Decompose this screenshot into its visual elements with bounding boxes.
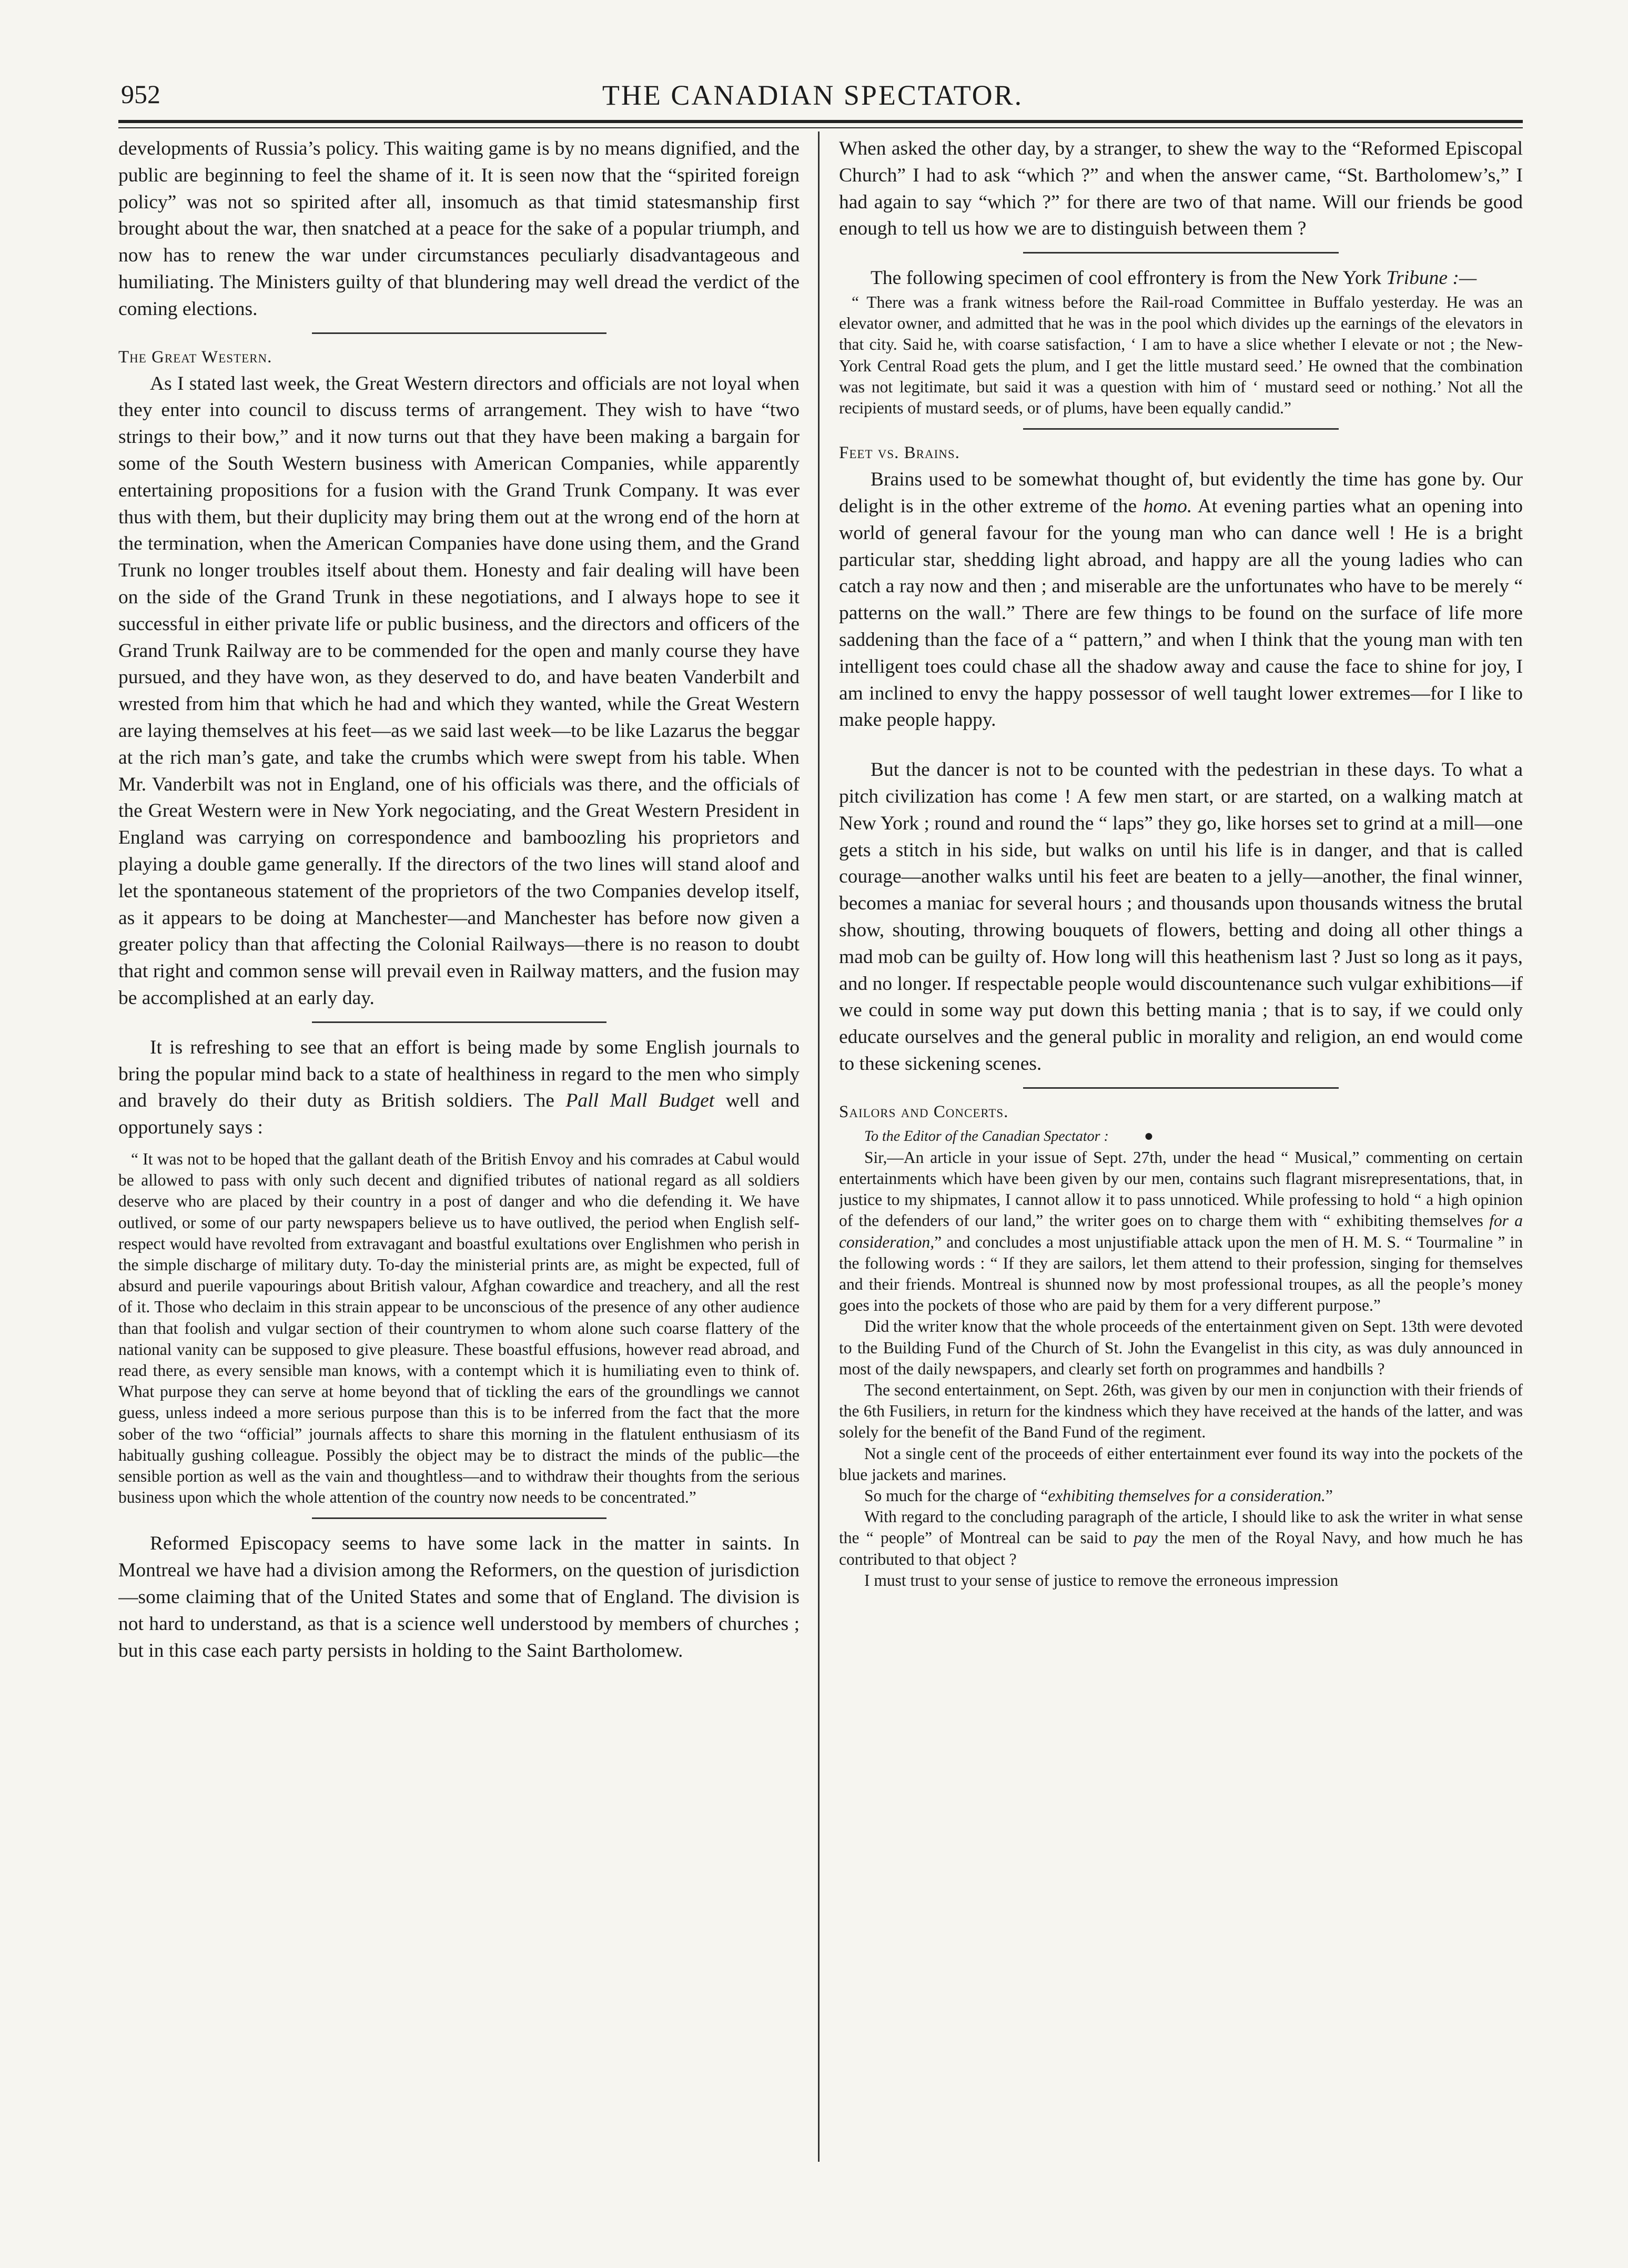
tribune-intro-text: The following specimen of cool effrontery is from the New York	[871, 267, 1381, 289]
article-which-church: When asked the other day, by a stranger, to shew the way to the “Reformed Episcopal Church” I had to ask “which ?” and when the answer came, “St. Bartholomew’s,” I had again to say “which ?” for there are two of that name. Will our friends be good enough to tell us how we are to distinguish between them ?	[839, 138, 1523, 240]
letter-1-italic: for a consideration,	[839, 1211, 1523, 1251]
tribune-title: Tribune :—	[1386, 267, 1477, 289]
article-refreshing-text: It is refreshing to see that an effort is being made by some English journals to bring the popular mind back to a state of healthiness in regard to the men who simply and bravely do their duty as British soldiers. The	[118, 1036, 800, 1112]
header-rule	[118, 120, 1523, 128]
separator-rule	[1023, 428, 1339, 430]
article-tribune-intro	[839, 265, 1523, 292]
page-header	[116, 79, 1510, 126]
heading-sailors-concerts: Sailors and Concerts.	[839, 1102, 1009, 1121]
pall-mall-budget-title: Pall Mall Budget	[565, 1090, 715, 1112]
separator-rule	[1023, 1087, 1339, 1089]
letter-6a: With regard to the concluding paragraph of the article, I should like to ask the writer in what sense the “ people” of Montreal can be said to	[839, 1507, 1523, 1547]
heading-great-western: The Great Western.	[118, 347, 272, 367]
letter-5b: ”	[1325, 1486, 1333, 1505]
letter-paragraph-2: Did the writer know that the whole proceeds of the entertainment given on Sept. 13th were devoted to the Building Fund of the Church of St. John the Evangelist in this city, as was duly announced in most of the daily newspapers, and clearly set forth on programmes and handbills ?	[839, 1317, 1523, 1378]
letter-5-italic: exhibiting themselves for a consideration.	[1048, 1486, 1326, 1505]
letter-paragraph-6	[839, 1506, 1523, 1570]
letter-salutation	[864, 1126, 1523, 1147]
letter-paragraph-7: I must trust to your sense of justice to remove the erroneous impression	[864, 1571, 1339, 1589]
separator-rule	[312, 1517, 606, 1519]
article-great-western: As I stated last week, the Great Western directors and officials are not loyal when they enter into council to discuss terms of arrangement. They wish to have “two strings to their bow,” and it now turns out that they have been making a bargain for some of the South Western business with American Companies, while apparently entertaining propositions for a fusion with the Grand Trunk Company. It was ever thus with them, but their duplicity may bring them out at the wrong end of the horn at the termination, when the American Companies have done using them, and the Grand Trunk no longer troubles itself about them. Honesty and fair dealing will have been on the side of the Grand Trunk in these negotiations, and I always hope to see it successful in either private life or public business, and the directors and officers of the Grand Trunk Railway are to be commended for the open and manly course they have pursued, and they have won, as they deserved to do, and have beaten Vanderbilt and wrested from him that which he had and which they wanted, while the Great Western are laying themselves at his feet—as we said last week—to be like Lazarus the beggar at the rich man’s gate, and take the crumbs which were swept from his table. When Mr. Vanderbilt was not in England, one of his officials was there, and the officials of the Great Western were in New York negociating, and the Great Western President in England was carrying on correspondence and bamboozling his proprietors and playing a double game generally. If the directors of the two lines will stand aloof and let the spontaneous statement of the proprietors of the two Companies develop itself, as it appears to be doing at Manchester—and Manchester has before now given a greater policy than that affecting the Colonial Railways—there is no reason to doubt that right and common sense will prevail even in Railway matters, and the fusion may be accomplished at an early day.	[118, 372, 800, 1009]
letter-6-italic: pay	[1134, 1528, 1158, 1547]
letter-paragraph-5	[839, 1485, 1523, 1506]
letter-paragraph-3: The second entertainment, on Sept. 26th, was given by our men in conjunction with their friends of the 6th Fusiliers, in return for the kindness which they have received at the hands of the latter, and was solely for the benefit of the Band Fund of the regiment.	[839, 1380, 1523, 1442]
right-column	[839, 136, 1523, 2166]
article-reformed-episcopacy: Reformed Episcopacy seems to have some lack in the matter in saints. In Montreal we have had a division among the Reformers, on the question of jurisdiction—some claiming that of the United States and some that of England. The division is not hard to understand, as that is a science well understood by members of churches ; but in this case each party persists in holding to the Saint Bartholomew.	[118, 1533, 800, 1662]
article-refreshing	[118, 1035, 800, 1141]
ornament-dot: ●	[1112, 1127, 1154, 1145]
article-refreshing-end: well and opportunely says :	[118, 1090, 800, 1139]
separator-rule	[312, 332, 606, 334]
separator-rule	[1023, 252, 1339, 254]
homo-word: homo.	[1143, 495, 1192, 517]
page-number: 952	[121, 79, 160, 109]
letter-1b: ” and concludes a most unjustifiable attack upon the men of H. M. S. “ Tourmaline ” in the following words : “ If they are sailors, let them attend to their profession, singing for themselves and their friends. Montreal is shunned now by most professional troupes, as all the people’s money goes into the pockets of those who are paid by them for a very different purpose.”	[839, 1232, 1523, 1315]
article-russia-policy: developments of Russia’s policy. This waiting game is by no means dignified, and the public are beginning to feel the shame of it. It is seen now that the “spirited foreign policy” was not so spirited after all, insomuch as that timid statesmanship first brought about the war, then snatched at a peace for the sake of a popular triumph, and now has to renew the war under circumstances peculiarly disadvantageous and humiliating. The Ministers guilty of that blundering may well dread the verdict of the coming elections.	[118, 138, 800, 320]
left-column	[118, 136, 800, 2166]
letter-6b: the men of the Royal Navy, and how much he has contributed to that object ?	[839, 1528, 1523, 1568]
letter-paragraph-1	[839, 1147, 1523, 1317]
brains-text-a: Brains used to be somewhat thought of, but evidently the time has gone by. Our delight is in the other extreme of the	[839, 469, 1523, 517]
brains-text-b: At evening parties what an opening into world of general favour for the young man who can dance well ! He is a bright particular star, shedding light abroad, and happy are all the young ladies who can catch a ray now and then ; and miserable are the unfortunates who have to be merely “ patterns on the wall.” There are few things to be found on the surface of life more saddening than the face of a “ pattern,” and when I think that the young man with ten intelligent toes could chase all the shadow away and cause the face to shine for joy, I am inclined to envy the happy possessor of well taught lower extremes—for I like to make people happy.	[839, 495, 1523, 731]
article-feet-vs-brains	[839, 467, 1523, 734]
quote-buffalo: “ There was a frank witness before the Rail-road Committee in Buffalo yesterday. He was an elevator owner, and admitted that he was in the pool which divides up the earnings of the elevators in that city. Said he, with coarse satisfaction, ‘ I am to have a slice whether I elevate or not ; the New-York Central Road gets the plum, and I get the little mustard seed.’ He owned that the combination was not legitimate, but said it was a question with him of ‘ mustard seed or nothing.’ Not all the recipients of mustard seeds, or of plums, have been equally candid.”	[839, 292, 1523, 417]
letter-paragraph-4: Not a single cent of the proceeds of either entertainment ever found its way into the pockets of the blue jackets and marines.	[839, 1444, 1523, 1484]
letter-1a: Sir,—An article in your issue of Sept. 27th, under the head “ Musical,” commenting on certain entertainments which have been given by our men, contains such flagrant misrepresentations, that, in justice to my shipmates, I cannot allow it to pass unnoticed. While professing to hold “ a high opinion of the defenders of our land,” the writer goes on to charge them with “ exhibiting themselves	[839, 1148, 1523, 1230]
letter-5a: So much for the charge of “	[864, 1486, 1048, 1505]
column-divider	[818, 131, 820, 2162]
salutation-text: To the Editor of the Canadian Spectator :	[864, 1128, 1109, 1145]
journal-title: THE CANADIAN SPECTATOR.	[602, 79, 1024, 111]
article-pedestrian: But the dancer is not to be counted with the pedestrian in these days. To what a pitch civilization has come ! A few men start, or are started, on a walking match at New York ; round and round the “ laps” they go, like horses set to grind at a mill—one gets a stitch in his side, but walks on until his life is in danger, and that is called courage—another walks until his feet are beaten to a jelly—another, the final winner, becomes a maniac for several hours ; and thousands upon thousands witness the brutal show, shouting, throwing bouquets of flowers, betting and doing all other things a mad mob can be guilty of. How long will this heathenism last ? Just so long as it pays, and no longer. If respectable people would discountenance such vulgar exhibitions—if we could in some way put down this betting mania ; that is to say, if we could only educate ourselves and the general public in morality and religion, an end would come to these sickening scenes.	[839, 759, 1523, 1075]
quote-cabul: “ It was not to be hoped that the gallant death of the British Envoy and his comrades at Cabul would be allowed to pass with only such decent and dignified tributes of national regard as all soldiers deserve who are placed by their country in a post of danger and who die defending it. We have outlived, or some of our party newspapers believe us to have outlived, the period when English self-respect would have revolted from extravagant and boastful exultations over Englishmen who perish in the simple discharge of military duty. To-day the ministerial prints are, as might be expected, full of absurd and puerile vapourings about British valour, Afghan cowardice and treachery, and all the rest of it. Those who declaim in this strain appear to be unconscious of the presence of any other audience than that foolish and vulgar section of their countrymen to whom alone such coarse flattery of the national vanity can be supposed to give pleasure. These boastful effusions, however read abroad, and read there, as every sensible man knows, with a contempt which it is humiliating even to think of. What purpose they can serve at home beyond that of tickling the ears of the groundlings we cannot guess, unless indeed a more serious purpose than this is to be inferred from the fact that the more sober of the two “official” journals affects to share this morning in the flatulent enthusiasm of its habitually gushing colleague. Possibly the object may be to distract the minds of the public—the sensible portion as well as the vain and thoughtless—and to withdraw their thoughts from the serious business upon which the whole attention of the country now needs to be concentrated.”	[118, 1149, 800, 1507]
heading-feet-vs-brains: Feet vs. Brains.	[839, 443, 960, 463]
separator-rule	[312, 1021, 606, 1023]
